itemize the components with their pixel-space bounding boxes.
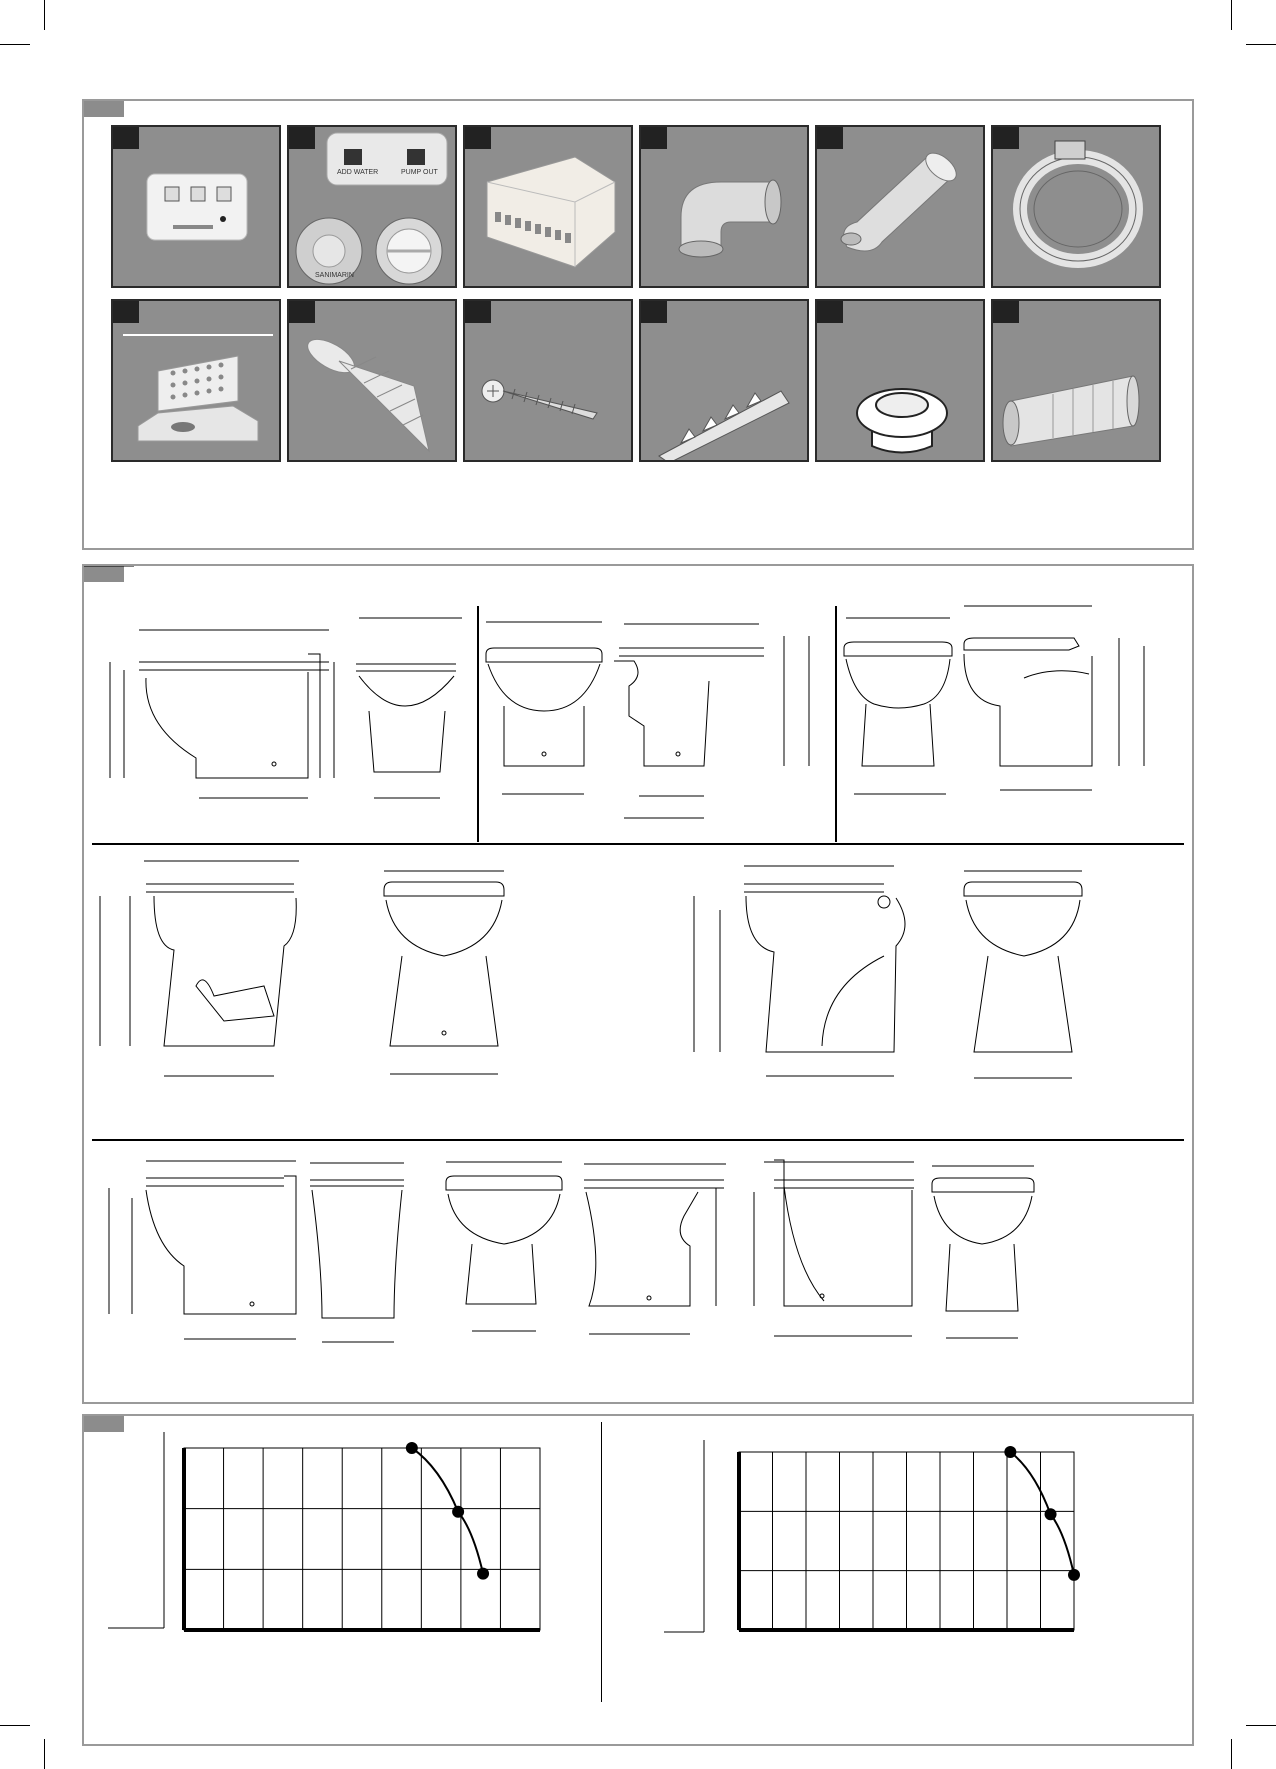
dimensions-section — [82, 564, 1194, 1404]
data-point — [1045, 1508, 1057, 1520]
wall-plug-icon — [641, 301, 809, 462]
crop-mark — [44, 0, 45, 30]
parts-section — [82, 99, 1194, 550]
control-switches-icon — [289, 127, 457, 288]
fixing-screw-icon — [465, 301, 633, 462]
tile-wood-screw — [287, 299, 457, 462]
control-box-icon — [465, 127, 633, 288]
performance-charts-section — [82, 1414, 1194, 1746]
tile-control-switches-and-buttons — [287, 125, 457, 288]
data-point — [477, 1568, 489, 1580]
tile-hose-adapter — [991, 299, 1161, 462]
outlet-pipe-icon — [817, 127, 985, 288]
performance-curve — [1010, 1452, 1074, 1575]
hose-clamp-icon — [993, 127, 1161, 288]
toilet-dimension-drawings — [84, 566, 1196, 1406]
performance-charts — [84, 1416, 1196, 1748]
sanimarin-text: SANIMARIN — [315, 272, 354, 279]
crop-mark — [0, 1725, 30, 1726]
tile-hose-clamp — [991, 125, 1161, 288]
add-water-label: ADD WATER — [337, 169, 379, 176]
pump-out-label: PUMP OUT — [401, 169, 438, 176]
section-tag — [84, 101, 124, 117]
tile-drilling-template — [111, 299, 281, 462]
tile-fixing-screw — [463, 299, 633, 462]
tile-outlet-elbow-pipe — [815, 125, 985, 288]
crop-mark — [0, 44, 30, 45]
crop-mark — [1246, 44, 1276, 45]
drilling-template-icon — [113, 301, 281, 462]
chart-left — [184, 1442, 540, 1630]
data-point — [452, 1506, 464, 1518]
data-point — [406, 1442, 418, 1454]
crop-mark — [44, 1739, 45, 1769]
elbow-connector-icon — [641, 127, 809, 288]
hose-adapter-icon — [993, 301, 1161, 462]
data-point — [1004, 1446, 1016, 1458]
crop-mark — [1246, 1725, 1276, 1726]
chart-frame — [184, 1448, 540, 1630]
tile-wall-plug — [639, 299, 809, 462]
data-point — [1068, 1569, 1080, 1581]
wall-control-panel-icon — [113, 127, 281, 288]
tile-wall-control-panel — [111, 125, 281, 288]
tile-electronic-control-box — [463, 125, 633, 288]
tile-rubber-grommet — [815, 299, 985, 462]
rubber-grommet-icon — [817, 301, 985, 462]
wood-screw-icon — [289, 301, 457, 462]
tile-elbow-connector — [639, 125, 809, 288]
chart-right — [739, 1446, 1080, 1630]
performance-curve — [412, 1448, 483, 1574]
crop-mark — [1231, 0, 1232, 30]
crop-mark — [1231, 1739, 1232, 1769]
